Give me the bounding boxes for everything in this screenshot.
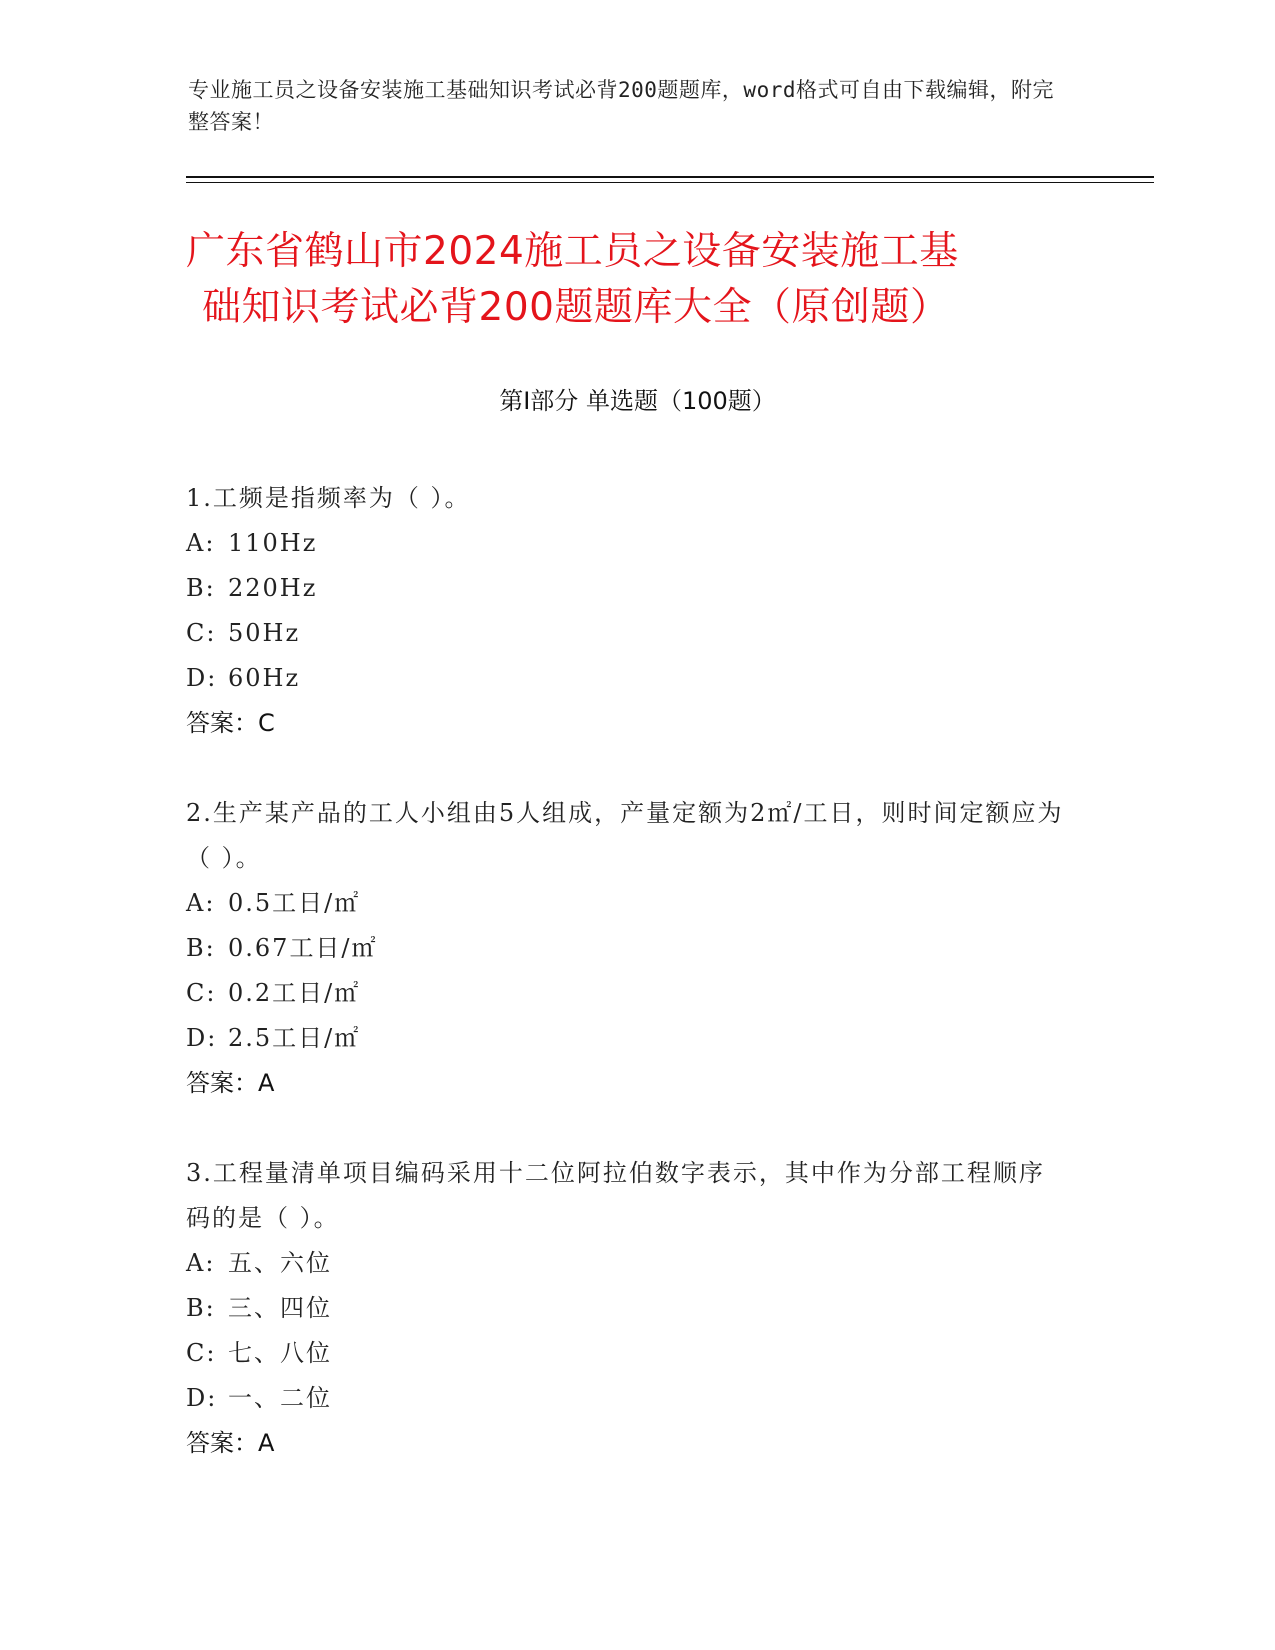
option-b [186,1286,1066,1331]
option-text: 七、八位 [228,1339,332,1367]
header-note: 专业施工员之设备安装施工基础知识考试必背200题题库，word格式可自由下载编辑，附完整答案！ [188,78,1054,134]
option-text: 三、四位 [228,1294,332,1322]
option-a [186,881,1066,926]
question-text: 3.工程量清单项目编码采用十二位阿拉伯数字表示，其中作为分部工程顺序码的是（ ）。 [186,1159,1045,1232]
option-text: 0.5工日/㎡ [228,889,361,917]
option-key: B: [186,934,216,962]
option-b [186,926,1066,971]
question-text: 2.生产某产品的工人小组由5人组成，产量定额为2㎡/工日，则时间定额应为（ ）。 [186,799,1064,872]
option-key: D: [186,1024,218,1052]
option-key: D: [186,1384,218,1412]
option-c [186,611,1066,656]
section-heading: 第I部分 单选题（100题） [499,387,776,415]
question-2 [186,791,1066,1106]
option-text: 110Hz [228,529,318,557]
answer: 答案：A [186,1429,275,1457]
option-key: A: [186,1249,216,1277]
option-key: B: [186,574,216,602]
header-rule-thick [186,176,1154,178]
option-key: A: [186,529,216,557]
option-key: B: [186,1294,216,1322]
option-b [186,566,1066,611]
option-text: 2.5工日/㎡ [228,1024,361,1052]
document-title [186,224,1086,336]
option-text: 五、六位 [228,1249,332,1277]
option-d [186,1016,1066,1061]
option-key: C: [186,979,217,1007]
option-d [186,1376,1066,1421]
option-c [186,1331,1066,1376]
answer: 答案：C [186,709,275,737]
answer: 答案：A [186,1069,275,1097]
question-3 [186,1151,1066,1466]
option-text: 60Hz [228,664,301,692]
option-text: 0.2工日/㎡ [228,979,361,1007]
question-list [186,476,1066,1511]
option-key: C: [186,1339,217,1367]
option-a [186,1241,1066,1286]
question-1 [186,476,1066,746]
header-rule-thin [186,182,1154,183]
option-text: 220Hz [228,574,318,602]
title-line-1: 广东省鹤山市2024施工员之设备安装施工基 [186,229,959,274]
option-key: D: [186,664,218,692]
option-text: 0.67工日/㎡ [228,934,378,962]
option-key: A: [186,889,216,917]
option-a [186,521,1066,566]
title-line-2: 础知识考试必背200题题库大全（原创题） [202,285,950,330]
option-c [186,971,1066,1016]
option-key: C: [186,619,217,647]
option-text: 50Hz [228,619,301,647]
question-text: 1.工频是指频率为（ ）。 [186,484,471,512]
option-text: 一、二位 [228,1384,332,1412]
option-d [186,656,1066,701]
